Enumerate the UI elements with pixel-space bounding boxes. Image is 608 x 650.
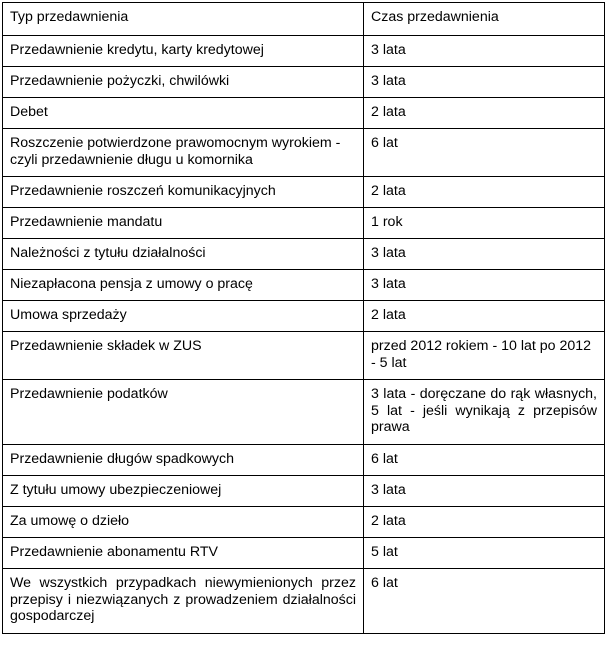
cell-time: 3 lata (364, 67, 605, 98)
table-row (3, 332, 605, 380)
cell-time: 2 lata (364, 177, 605, 208)
cell-time: 3 lata (364, 270, 605, 301)
table-row (3, 380, 605, 445)
table-row (3, 98, 605, 129)
cell-time: przed 2012 rokiem - 10 lat po 2012 - 5 lat (364, 332, 605, 380)
cell-type: Umowa sprzedaży (3, 301, 364, 332)
cell-type: Przedawnienie kredytu, karty kredytowej (3, 36, 364, 67)
limitation-periods-table (2, 2, 605, 634)
cell-type: Należności z tytułu działalności (3, 239, 364, 270)
cell-time: 6 lat (364, 129, 605, 177)
table-header-row (3, 3, 605, 36)
cell-type: We wszystkich przypadkach niewymienionych przez przepisy i niezwiązanych z prowadzeniem działalności gospodarczej (3, 569, 364, 634)
table-row (3, 507, 605, 538)
table-row (3, 445, 605, 476)
table-row (3, 569, 605, 634)
cell-time: 3 lata (364, 36, 605, 67)
cell-time: 3 lata (364, 476, 605, 507)
table-row (3, 301, 605, 332)
cell-time: 3 lata - doręczane do rąk własnych, 5 lat - jeśli wynikają z przepisów prawa (364, 380, 605, 445)
table-row (3, 239, 605, 270)
cell-type: Przedawnienie długów spadkowych (3, 445, 364, 476)
cell-type: Z tytułu umowy ubezpieczeniowej (3, 476, 364, 507)
cell-time: 3 lata (364, 239, 605, 270)
table-row (3, 36, 605, 67)
cell-time: 2 lata (364, 301, 605, 332)
table-row (3, 177, 605, 208)
table-row (3, 129, 605, 177)
cell-type: Przedawnienie podatków (3, 380, 364, 445)
table-row (3, 476, 605, 507)
cell-type: Przedawnienie mandatu (3, 208, 364, 239)
table-row (3, 270, 605, 301)
cell-type: Przedawnienie abonamentu RTV (3, 538, 364, 569)
cell-type: Przedawnienie składek w ZUS (3, 332, 364, 380)
cell-type: Przedawnienie roszczeń komunikacyjnych (3, 177, 364, 208)
cell-type: Za umowę o dzieło (3, 507, 364, 538)
cell-time: 6 lat (364, 569, 605, 634)
cell-type: Przedawnienie pożyczki, chwilówki (3, 67, 364, 98)
cell-time: 2 lata (364, 98, 605, 129)
header-cell-type: Typ przedawnienia (3, 3, 364, 36)
table-row (3, 67, 605, 98)
cell-type: Niezapłacona pensja z umowy o pracę (3, 270, 364, 301)
table-row (3, 208, 605, 239)
cell-time: 2 lata (364, 507, 605, 538)
cell-type: Debet (3, 98, 364, 129)
cell-time: 6 lat (364, 445, 605, 476)
table-row (3, 538, 605, 569)
header-cell-time: Czas przedawnienia (364, 3, 605, 36)
cell-time: 1 rok (364, 208, 605, 239)
cell-type: Roszczenie potwierdzone prawomocnym wyrokiem - czyli przedawnienie długu u komornika (3, 129, 364, 177)
cell-time: 5 lat (364, 538, 605, 569)
